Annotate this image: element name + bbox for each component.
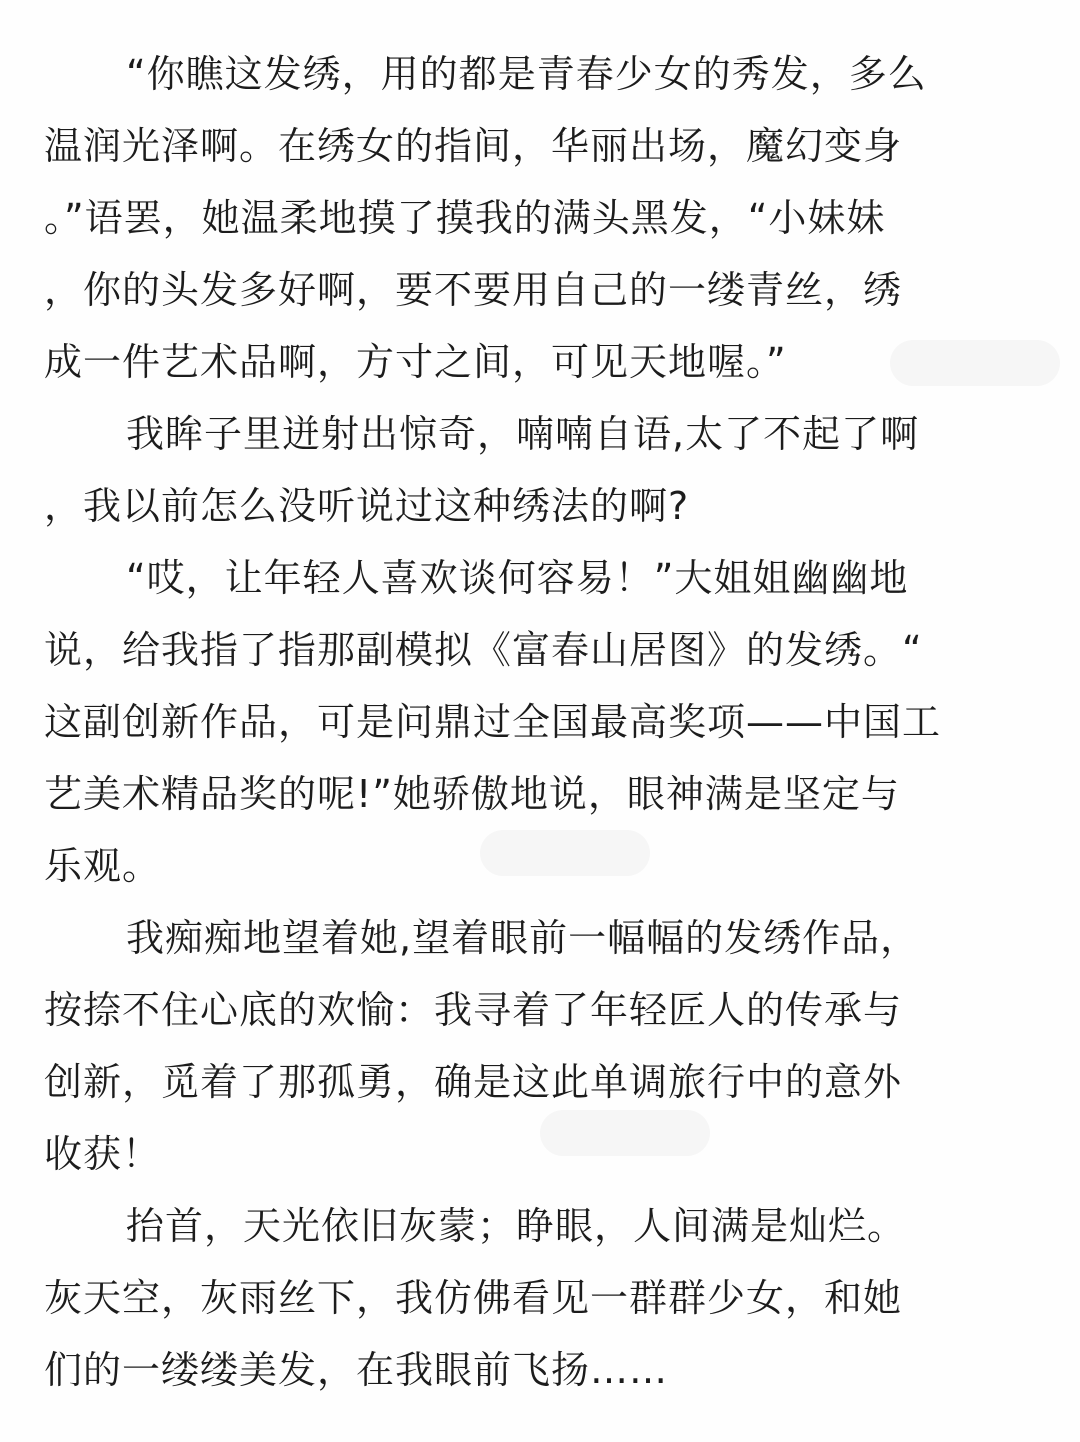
text-line: “哎，让年轻人喜欢谈何容易！”大姐姐幽幽地: [126, 556, 909, 600]
text-line: 抬首，天光依旧灰蒙；睁眼，人间满是灿烂。: [126, 1204, 907, 1248]
text-line: 我眸子里迸射出惊奇，喃喃自语,太了不起了啊: [126, 412, 920, 456]
text-line: 收获！: [44, 1132, 162, 1176]
essay-text: [44, 38, 1034, 1406]
text-line: 我痴痴地望着她,望着眼前一幅幅的发绣作品，: [126, 916, 920, 960]
text-line: 乐观。: [44, 844, 162, 888]
text-line: 灰天空，灰雨丝下，我仿佛看见一群群少女，和她: [44, 1276, 903, 1320]
text-line: 。”语罢，她温柔地摸了摸我的满头黑发，“小妹妹: [44, 196, 886, 240]
text-line: 这副创新作品，可是问鼎过全国最高奖项——中国工: [44, 700, 942, 744]
text-line: 创新，觅着了那孤勇，确是这此单调旅行中的意外: [44, 1060, 903, 1104]
text-line: ，你的头发多好啊，要不要用自己的一缕青丝，绣: [44, 268, 903, 312]
text-line: 艺美术精品奖的呢!”她骄傲地说，眼神满是坚定与: [44, 772, 900, 816]
text-line: 说，给我指了指那副模拟《富春山居图》的发绣。“: [44, 628, 923, 672]
text-line: ，我以前怎么没听说过这种绣法的啊?: [44, 484, 690, 528]
text-line: “你瞧这发绣，用的都是青春少女的秀发，多么: [126, 52, 927, 96]
text-line: 们的一缕缕美发，在我眼前飞扬……: [44, 1348, 669, 1392]
text-line: 按捺不住心底的欢愉：我寻着了年轻匠人的传承与: [44, 988, 903, 1032]
text-line: 温润光泽啊。在绣女的指间，华丽出场，魔幻变身: [44, 124, 903, 168]
text-line: 成一件艺术品啊，方寸之间，可见天地喔。”: [44, 340, 787, 384]
